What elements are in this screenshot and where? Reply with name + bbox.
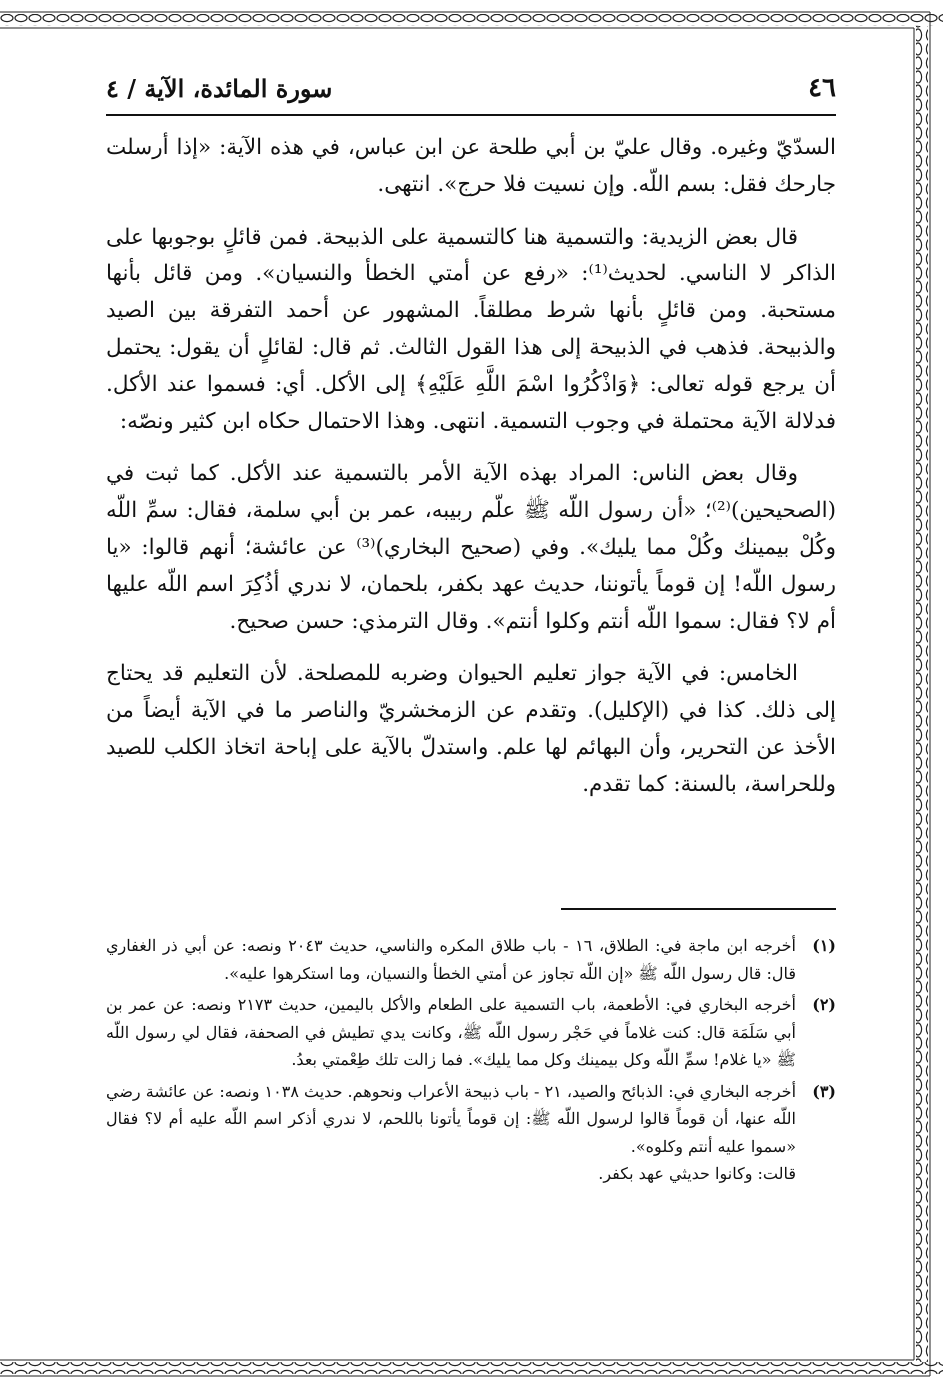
footnote bbox=[106, 1078, 836, 1188]
footnote-text-extra: قالت: وكانوا حديثي عهد بكفر. bbox=[598, 1164, 796, 1183]
footnote-text: أخرجه البخاري في: الذبائح والصيد، ٢١ - باب ذبيحة الأعراب ونحوهم. حديث ١٠٣٨ ونصه: عن عائشة رضي اللّه عنها، أن قوماً قالوا لرسول اللّه ﷺ: إن قوماً يأتونا باللحم، لا ندري أذكر اسم اللّه عليه أم لا؟ فقال «سموا عليه أنتم وكلوه». bbox=[106, 1081, 797, 1156]
footnote-text: أخرجه البخاري في: الأطعمة، باب التسمية على الطعام والأكل باليمين، حديث ٢١٧٣ ونصه: عن عمر بن أبي سَلَمَة قال: كنت غلاماً في حَجْر رسول اللّه ﷺ، وكانت يدي تطيش في الصحفة، فقال لي رسول اللّه ﷺ «يا غلام! سمِّ اللّه وكل بيمينك وكل مما يليك». فما زالت تلك طِعْمتي بعدُ. bbox=[106, 995, 796, 1069]
footnote-number: (٣) bbox=[812, 1081, 836, 1101]
footnote-text: أخرجه ابن ماجة في: الطلاق، ١٦ - باب طلاق المكره والناسي، حديث ٢٠٤٣ ونصه: عن أبي ذر الغفاري قال: قال رسول اللّه ﷺ «إن اللّه تجاوز عن أمتي الخطأ والنسيان، وما استكرهوا عليه». bbox=[106, 936, 796, 983]
footnote bbox=[106, 991, 836, 1074]
footnote bbox=[106, 932, 836, 987]
main-text bbox=[106, 130, 836, 820]
paragraph: الخامس: في الآية جواز تعليم الحيوان وضربه للمصلحة. لأن التعليم قد يحتاج إلى ذلك. كذا في (الإكليل). وتقدم عن الزمخشريّ والناصر ما في الآية أيضاً من الأخذ عن التحرير، وأن البهائم لها علم. واستدلّ بالآية على إباحة اتخاذ الكلب للصيد وللحراسة، بالسنة: كما تقدم. bbox=[106, 661, 836, 797]
running-title: سورة المائدة، الآية / ٤ bbox=[106, 73, 333, 103]
paragraph: وقال بعض الناس: المراد بهذه الآية الأمر بالتسمية عند الأكل. كما ثبت في (الصحيحين)⁽²⁾؛ «أن رسول اللّه ﷺ علّم ربيبه، عمر بن أبي سلمة، فقال: سمِّ اللّه وكُلْ بيمينك وكُلْ مما يليك». وفي (صحيح البخاري)⁽³⁾ عن عائشة؛ أنهم قالوا: «يا رسول اللّه! إن قوماً يأتوننا، حديث عهد بكفر، بلحمان، لا ندري أذُكِرَ اسم اللّه عليها أم لا؟ فقال: سموا اللّه أنتم وكلوا أنتم». وقال الترمذي: حسن صحيح. bbox=[106, 461, 836, 634]
footnotes bbox=[106, 932, 836, 1192]
page-number: ٤٦ bbox=[808, 73, 836, 103]
book-page bbox=[106, 60, 836, 1330]
footnote-separator bbox=[561, 908, 836, 910]
footnote-number: (١) bbox=[812, 936, 836, 955]
footnote-number: (٢) bbox=[812, 995, 836, 1014]
paragraph: قال بعض الزيدية: والتسمية هنا كالتسمية على الذبيحة. فمن قائلٍ بوجوبها على الذاكر لا الناسي. لحديث⁽¹⁾: «رفع عن أمتي الخطأ والنسيان». ومن قائل بأنها مستحبة. ومن قائلٍ بأنها شرط مطلقاً. المشهور عن أحمد التفرقة بين الصيد والذبيحة. فذهب في الذبيحة إلى هذا القول الثالث. ثم قال: لقائلٍ أن يقول: يحتمل أن يرجع قوله تعالى: ﴿وَاذْكُرُوا اسْمَ اللَّهِ عَلَيْهِ﴾ إلى الأكل. أي: فسموا عند الأكل. فدلالة الآية محتملة في وجوب التسمية. انتهى. وهذا الاحتمال حكاه ابن كثير ونصّه: bbox=[106, 224, 836, 434]
paragraph: السدّيّ وغيره. وقال عليّ بن أبي طلحة عن ابن عباس، في هذه الآية: «إذا أرسلت جارحك فقل: بسم اللّه. وإن نسيت فلا حرج». انتهى. bbox=[106, 135, 836, 197]
page-header bbox=[106, 68, 836, 116]
